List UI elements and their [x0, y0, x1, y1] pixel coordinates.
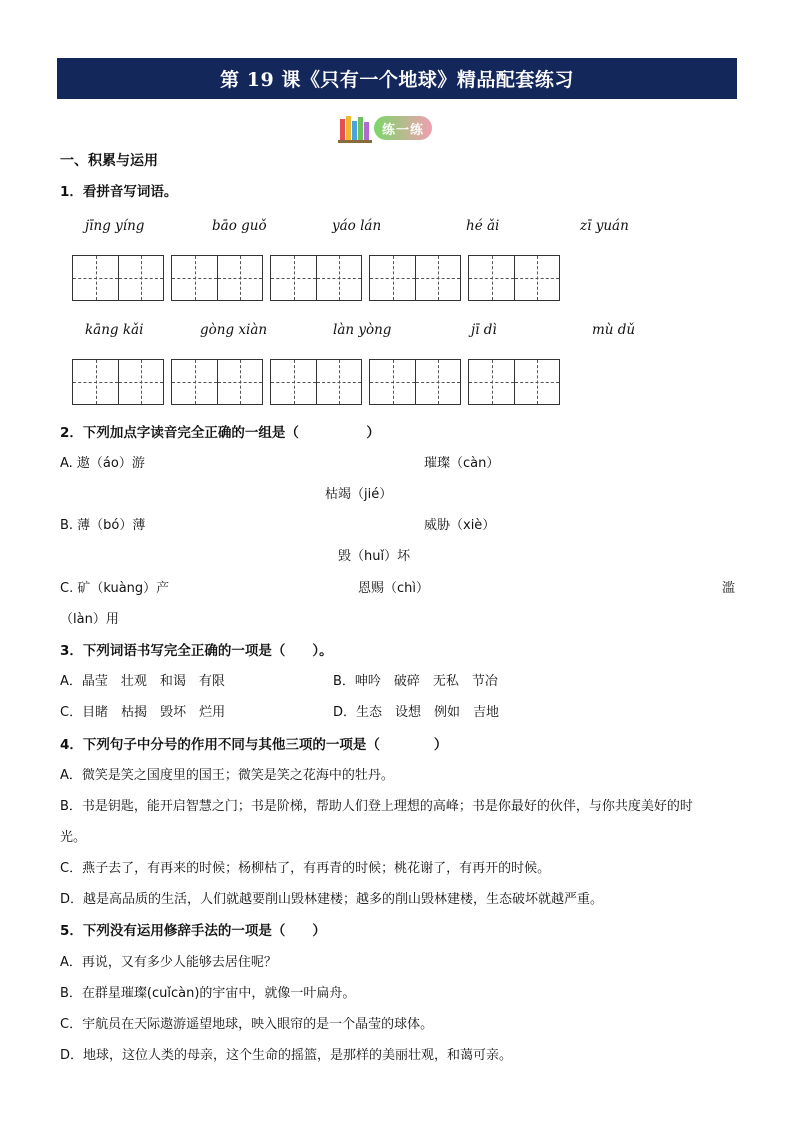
writing-box[interactable] [270, 359, 362, 405]
writing-box[interactable] [72, 255, 164, 301]
pinyin-1-3: yáo lán [332, 218, 382, 234]
writing-box[interactable] [270, 255, 362, 301]
q4-prompt: 4．下列句子中分号的作用不同与其他三项的一项是（ ） [60, 737, 448, 753]
q5-prompt: 5．下列没有运用修辞手法的一项是（ ） [60, 923, 326, 939]
q4-option-a: A．微笑是笑之国度里的国王；微笑是笑之花海中的牡丹。 [60, 768, 394, 783]
q2-option-c-2: 恩赐（chì） [358, 581, 429, 596]
q5-option-d: D．地球，这位人类的母亲，这个生命的摇篮，是那样的美丽壮观，和蔼可亲。 [60, 1048, 513, 1063]
q3-option-a: A．晶莹 壮观 和谒 有限 [60, 674, 225, 689]
q1-prompt: 1．看拼音写词语。 [60, 184, 178, 200]
writing-box[interactable] [171, 255, 263, 301]
q4-option-b-1: B．书是钥匙，能开启智慧之门；书是阶梯，帮助人们登上理想的高峰；书是你最好的伙伴，与你共度美好的时 [60, 799, 693, 814]
pinyin-1-4: hé ǎi [466, 218, 500, 234]
writing-box[interactable] [171, 359, 263, 405]
pinyin-2-4: jī dì [471, 322, 497, 338]
q3-option-c: C．目睹 枯揭 毁坏 烂用 [60, 705, 226, 720]
q2-option-c-3: 滥 [722, 581, 736, 596]
writing-box[interactable] [468, 255, 560, 301]
pinyin-1-2: bāo guǒ [212, 218, 267, 234]
writing-grid-row-2 [72, 359, 560, 405]
pinyin-1-1: jīng yíng [85, 218, 145, 234]
q2-option-a-1: A. 遨（áo）游 [60, 456, 145, 471]
q4-option-c: C．燕子去了，有再来的时候；杨柳枯了，有再青的时候；桃花谢了，有再开的时候。 [60, 861, 551, 876]
q4-option-d: D．越是高品质的生活，人们就越要削山毁林建楼；越多的削山毁林建楼，生态破坏就越严重。 [60, 892, 604, 907]
q2-option-b-2: 威胁（xiè） [424, 518, 496, 533]
section-title: 一、积累与运用 [60, 153, 158, 169]
page-title: 第 19 课《只有一个地球》精品配套练习 [57, 58, 737, 99]
q2-option-b-1: B. 薄（bó）薄 [60, 518, 146, 533]
q2-option-a-2: 璀璨（càn） [424, 456, 500, 471]
pinyin-1-5: zī yuán [580, 218, 629, 234]
writing-box[interactable] [369, 255, 461, 301]
pinyin-2-1: kāng kǎi [85, 322, 144, 338]
q3-option-d: D．生态 设想 例如 吉地 [333, 705, 500, 720]
q3-prompt: 3．下列词语书写完全正确的一项是（ ）。 [60, 643, 333, 659]
q2-option-c-1: C. 矿（kuàng）产 [60, 581, 170, 596]
q3-option-b: B．呻吟 破碎 无私 节冶 [333, 674, 498, 689]
writing-box[interactable] [468, 359, 560, 405]
pinyin-2-2: gòng xiàn [200, 322, 268, 338]
q2-option-a-3: 枯竭（jié） [325, 487, 393, 502]
pinyin-2-3: làn yòng [333, 322, 392, 338]
q2-prompt: 2．下列加点字读音完全正确的一组是（ ） [60, 425, 380, 441]
q5-option-b: B．在群星璀璨(cuǐcàn)的宇宙中，就像一叶扁舟。 [60, 986, 356, 1001]
q5-option-c: C．宇航员在天际遨游遥望地球，映入眼帘的是一个晶莹的球体。 [60, 1017, 434, 1032]
q2-option-c-4: （làn）用 [60, 612, 119, 627]
writing-box[interactable] [369, 359, 461, 405]
pinyin-2-5: mù dǔ [592, 322, 636, 338]
books-icon [338, 113, 372, 143]
q5-option-a: A．再说，又有多少人能够去居住呢？ [60, 955, 277, 970]
q4-option-b-2: 光。 [60, 830, 87, 845]
practice-badge [338, 112, 448, 144]
writing-box[interactable] [72, 359, 164, 405]
writing-grid-row-1 [72, 255, 560, 301]
q2-option-b-3: 毁（huǐ）坏 [338, 549, 411, 564]
practice-badge-label: 练一练 [374, 116, 432, 140]
